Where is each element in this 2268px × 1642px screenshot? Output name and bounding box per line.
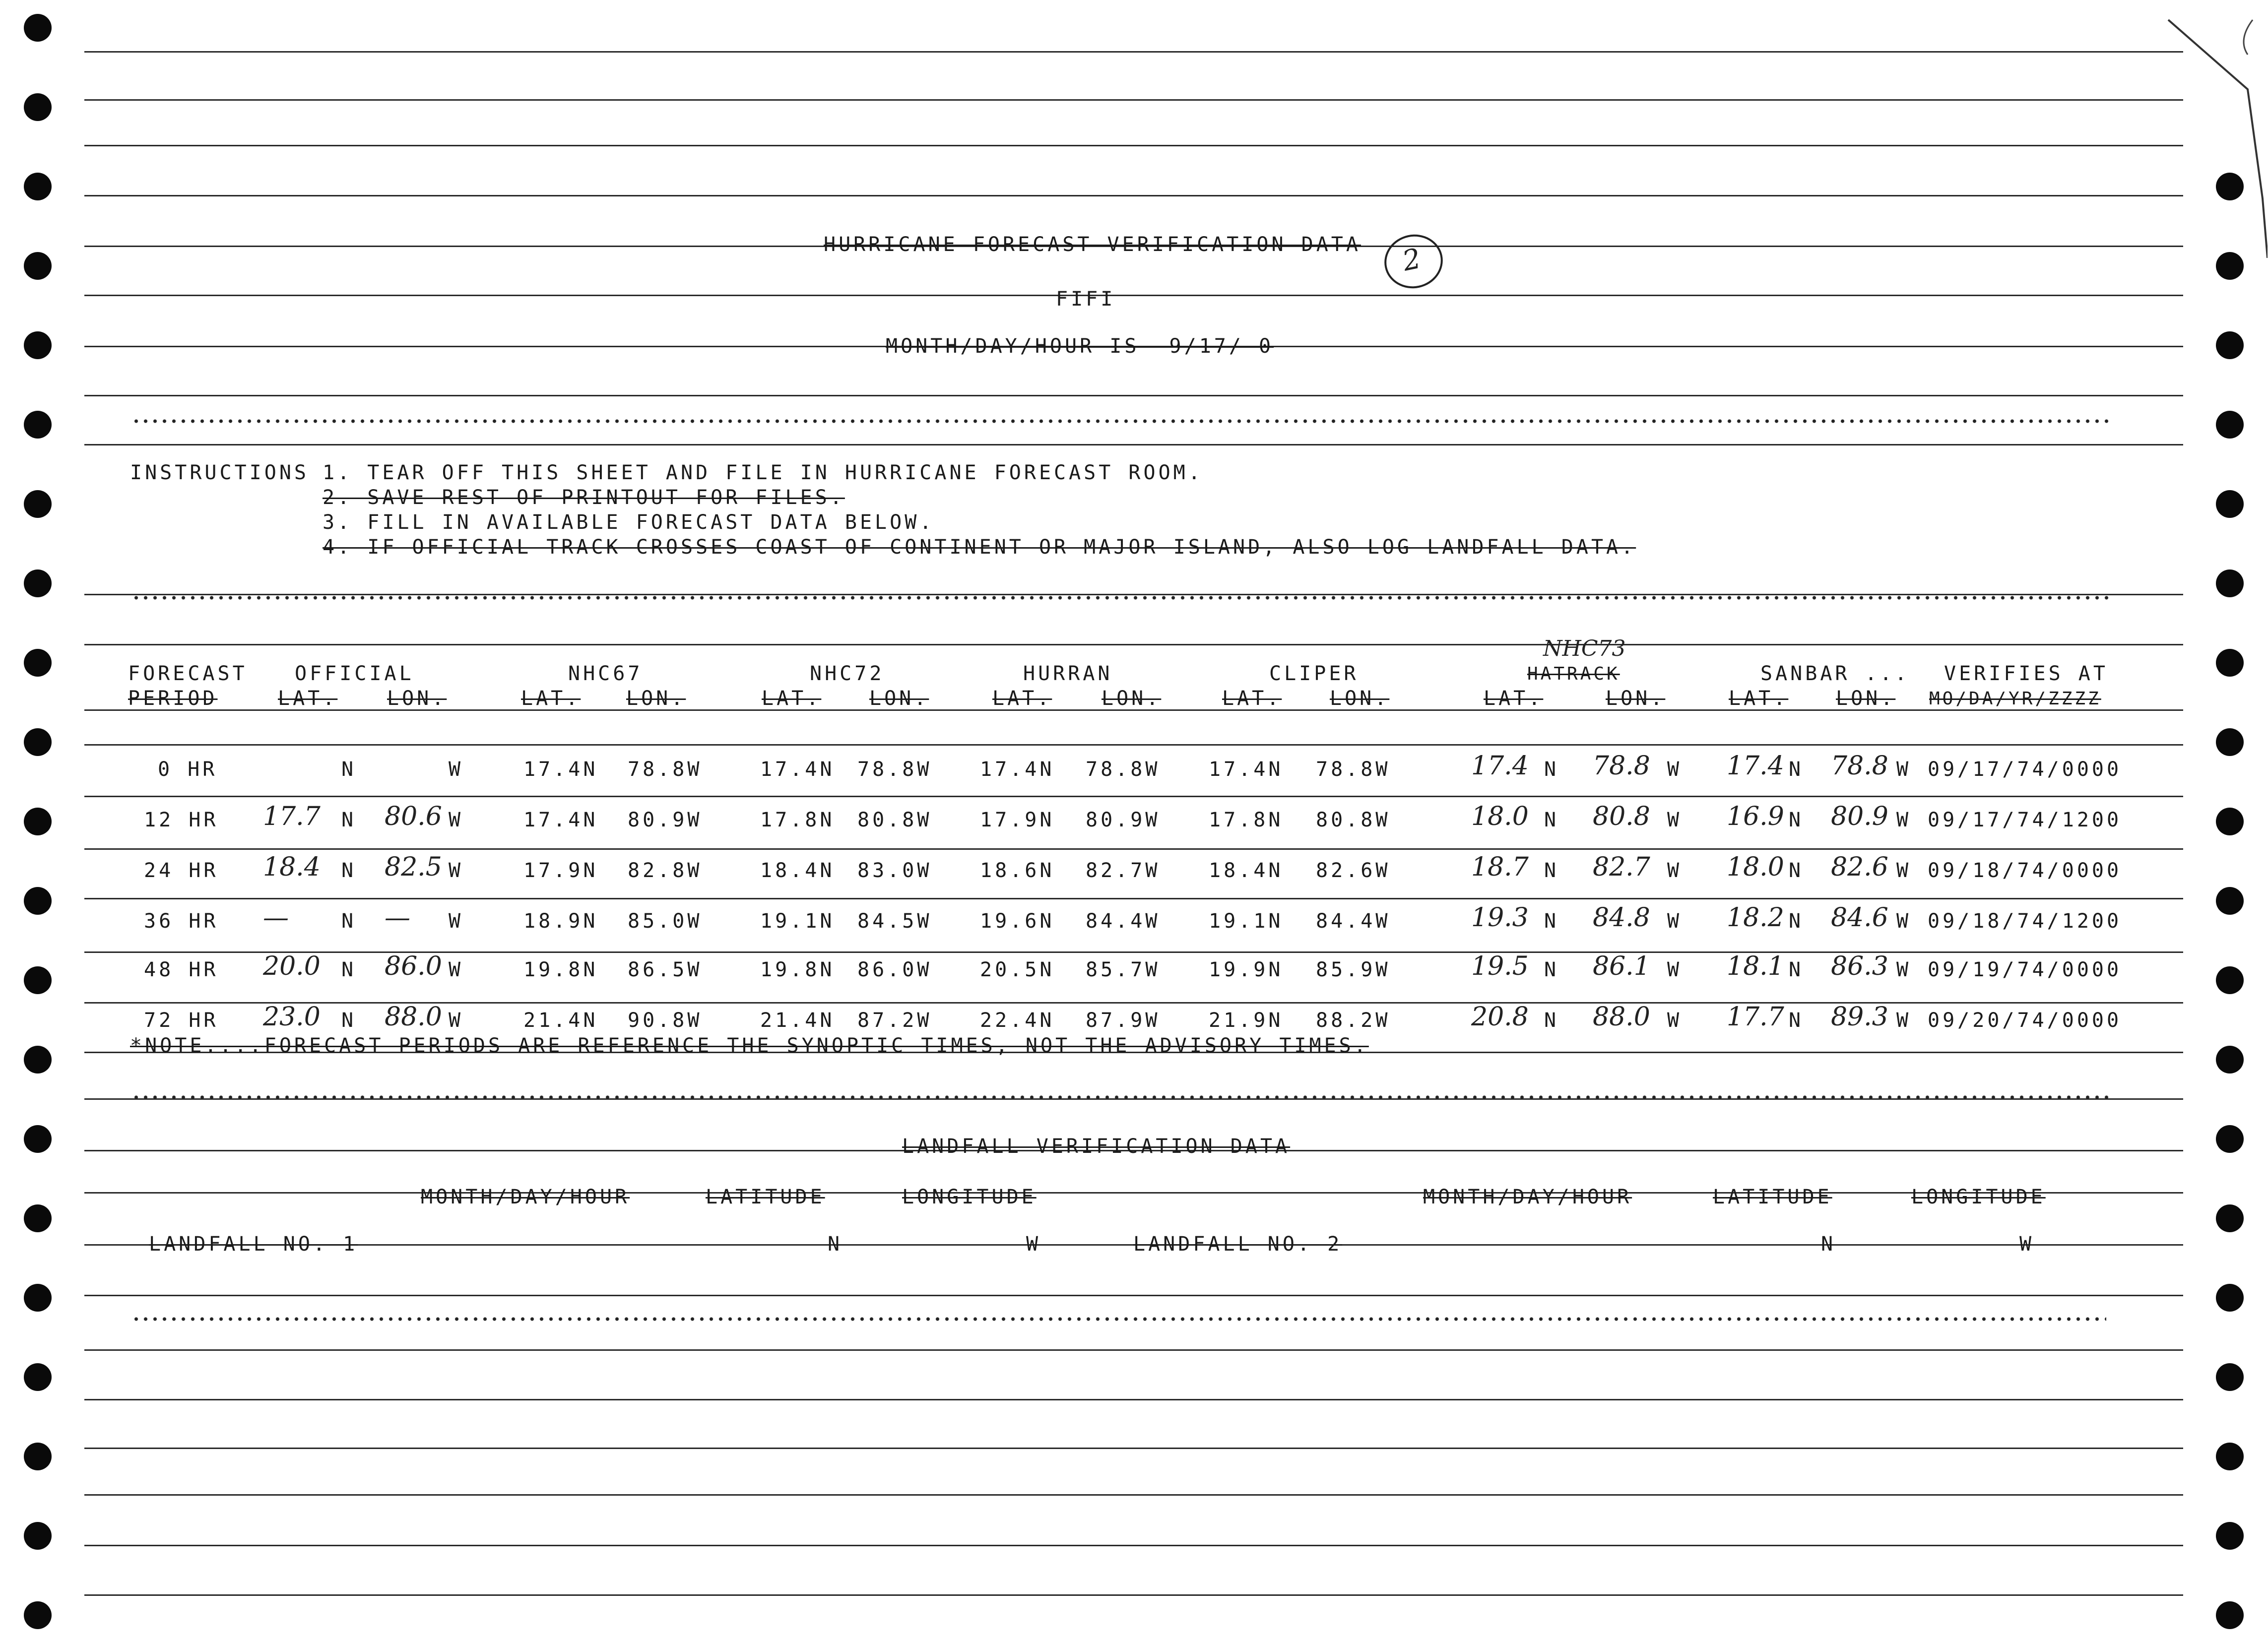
col-nhc73-lat: LAT. [1484,687,1544,710]
landfall-col-lon-1: LONGITUDE [902,1186,1037,1208]
cell-verifies: 09/18/74/1200 [1928,910,2122,933]
col-sanbar: SANBAR ... [1760,662,1910,685]
cell-san-lat: 17.4 [1727,751,1784,781]
tractor-hole [24,1046,52,1074]
cell-cli-lon: 78.8W [1316,758,1391,781]
col-nhc72-lat: LAT. [762,687,822,710]
col-nhc73: NHC73 [1543,636,1626,661]
ruled-line [84,1399,2183,1400]
cell-san-lat: 18.2 [1727,903,1784,933]
cell-n67-lat: 17.9N [523,859,598,882]
cell-cli-lon: 85.9W [1316,958,1391,981]
cell-cli-lat: 18.4N [1209,859,1284,882]
cell-n73-lon: 82.7 [1593,852,1650,882]
instruction-1: 1. TEAR OFF THIS SHEET AND FILE IN HURRICANE FORECAST ROOM. [323,461,1203,484]
col-nhc72: NHC72 [810,662,885,685]
cell-n72-lat: 17.4N [760,758,835,781]
west-suffix: W [1896,1009,1912,1032]
col-period: PERIOD [128,687,218,710]
col-hatrack: HATRACK [1527,664,1620,684]
north-suffix: N [1544,1009,1559,1032]
ruled-line [84,644,2183,645]
cell-cli-lon: 82.6W [1316,859,1391,882]
west-suffix: W [449,859,464,882]
cell-san-lat: 18.1 [1727,951,1784,981]
col-official: OFFICIAL [295,662,414,685]
cell-san-lat: 18.0 [1727,852,1784,882]
tractor-hole [2216,1522,2244,1550]
north-suffix: N [341,859,357,882]
tractor-hole [2216,1046,2244,1074]
col-nhc72-lon: LON. [869,687,929,710]
col-verify-format: MO/DA/YR/ZZZZ [1929,689,2101,709]
tractor-hole [24,14,52,42]
cell-period: 72 HR [144,1009,219,1032]
tractor-hole [24,1204,52,1232]
landfall-col-mdh-2: MONTH/DAY/HOUR [1423,1186,1632,1208]
north-suffix: N [1789,809,1804,831]
tractor-hole [24,966,52,994]
tractor-hole [24,1125,52,1153]
cell-n73-lon: 86.1 [1593,951,1650,981]
cell-cli-lat: 19.9N [1209,958,1284,981]
tractor-hole [2216,490,2244,518]
star-separator [131,418,2111,425]
star-separator [131,1316,2106,1323]
cell-hur-lon: 87.9W [1086,1009,1161,1032]
landfall-title: LANDFALL VERIFICATION DATA [902,1135,1291,1158]
cell-n67-lon: 80.9W [628,809,703,831]
cell-verifies: 09/17/74/0000 [1928,758,2122,781]
cell-san-lon: 78.8 [1831,751,1888,781]
tractor-hole [2216,649,2244,677]
cell-san-lon: 86.3 [1831,951,1888,981]
ruled-line [84,195,2183,196]
ruled-line [84,99,2183,101]
tractor-hole [2216,966,2244,994]
col-nhc73-lon: LON. [1606,687,1666,710]
west-suffix: W [1667,1009,1683,1032]
tractor-hole [2216,1363,2244,1391]
cell-n73-lon: 84.8 [1593,903,1650,933]
cell-n72-lon: 86.0W [857,958,932,981]
west-suffix: W [1667,859,1683,882]
west-suffix: W [1896,958,1912,981]
tractor-hole [24,887,52,915]
star-separator [131,1094,2111,1101]
cell-hur-lon: 84.4W [1086,910,1161,933]
tractor-hole [24,93,52,121]
note-line: *NOTE....FORECAST PERIODS ARE REFERENCE THE SYNOPTIC TIMES, NOT THE ADVISORY TIMES. [130,1034,1369,1057]
landfall-2-n: N [1821,1233,1836,1256]
cell-n67-lat: 19.8N [523,958,598,981]
tractor-hole [24,1443,52,1470]
north-suffix: N [1789,758,1804,781]
tractor-hole [24,331,52,359]
cell-n67-lon: 78.8W [628,758,703,781]
col-nhc67: NHC67 [568,662,643,685]
cell-verifies: 09/19/74/0000 [1928,958,2122,981]
instructions-label: INSTRUCTIONS [130,461,309,484]
cell-off-lon: 86.0 [385,951,442,981]
tractor-hole [24,1284,52,1312]
ruled-line [84,1545,2183,1546]
cell-n72-lon: 83.0W [857,859,932,882]
tractor-hole [2216,1443,2244,1470]
cell-verifies: 09/17/74/1200 [1928,809,2122,831]
cell-san-lon: 82.6 [1831,852,1888,882]
landfall-col-lat-1: LATITUDE [706,1186,825,1208]
ruled-line [84,1494,2183,1496]
tractor-hole [24,1522,52,1550]
cell-n72-lat: 17.8N [760,809,835,831]
ruled-line [84,1448,2183,1449]
instruction-3: 3. FILL IN AVAILABLE FORECAST DATA BELOW. [323,511,935,534]
cell-verifies: 09/20/74/0000 [1928,1009,2122,1032]
cell-n67-lat: 17.4N [523,758,598,781]
west-suffix: W [1896,910,1912,933]
cell-hur-lon: 82.7W [1086,859,1161,882]
north-suffix: N [1544,809,1559,831]
col-hurran: HURRAN [1023,662,1113,685]
ruled-line [84,898,2183,899]
landfall-col-lat-2: LATITUDE [1713,1186,1832,1208]
landfall-1-n: N [828,1233,843,1256]
cell-period: 48 HR [144,958,219,981]
cell-n72-lat: 18.4N [760,859,835,882]
ruled-line [84,444,2183,445]
landfall-2-w: W [2019,1233,2035,1256]
cell-period: 24 HR [144,859,219,882]
west-suffix: W [1667,758,1683,781]
cell-off-lat: 20.0 [263,951,321,981]
col-cliper-lon: LON. [1330,687,1390,710]
tractor-hole [2216,1284,2244,1312]
circled-number [1379,229,1448,294]
cell-cli-lon: 80.8W [1316,809,1391,831]
storm-name: FIFI [1056,288,1116,311]
cell-n67-lon: 90.8W [628,1009,703,1032]
west-suffix: W [1667,910,1683,933]
ruled-line [84,1295,2183,1296]
instruction-2: 2. SAVE REST OF PRINTOUT FOR FILES. [323,486,845,509]
col-cliper: CLIPER [1269,662,1359,685]
ruled-line [84,848,2183,850]
west-suffix: W [449,958,464,981]
cell-cli-lon: 84.4W [1316,910,1391,933]
ruled-line [84,744,2183,746]
cell-hur-lon: 85.7W [1086,958,1161,981]
cell-n67-lat: 18.9N [523,910,598,933]
landfall-1-w: W [1026,1233,1041,1256]
north-suffix: N [1544,859,1559,882]
cell-off-lon: 82.5 [385,852,442,882]
cell-cli-lat: 17.4N [1209,758,1284,781]
north-suffix: N [341,1009,357,1032]
star-separator [131,594,2111,601]
west-suffix: W [449,809,464,831]
west-suffix: W [1896,758,1912,781]
ruled-line [84,395,2183,396]
cell-hur-lat: 17.4N [980,758,1055,781]
landfall-col-mdh-1: MONTH/DAY/HOUR [421,1186,630,1208]
col-sanbar-lon: LON. [1836,687,1896,710]
landfall-1-label: LANDFALL NO. 1 [149,1233,358,1256]
col-nhc67-lat: LAT. [521,687,581,710]
col-nhc67-lon: LON. [626,687,686,710]
datetime-line: MONTH/DAY/HOUR IS 9/17/ 0 [886,335,1274,358]
circled-number-text: 2 [1399,242,1424,278]
west-suffix: W [449,910,464,933]
cell-period: 36 HR [144,910,219,933]
cell-cli-lat: 19.1N [1209,910,1284,933]
tractor-hole [24,649,52,677]
cell-n73-lon: 88.0 [1593,1002,1650,1032]
north-suffix: N [341,910,357,933]
cell-off-lat: 18.4 [263,852,321,882]
north-suffix: N [341,809,357,831]
cell-hur-lat: 18.6N [980,859,1055,882]
cell-n72-lat: 19.1N [760,910,835,933]
tractor-hole [2216,1601,2244,1629]
col-official-lon: LON. [387,687,447,710]
cell-san-lon: 84.6 [1831,903,1888,933]
cell-n72-lon: 87.2W [857,1009,932,1032]
west-suffix: W [1667,809,1683,831]
tractor-hole [2216,808,2244,835]
ruled-line [84,145,2183,146]
col-forecast: FORECAST [128,662,248,685]
col-official-lat: LAT. [278,687,338,710]
north-suffix: N [1789,910,1804,933]
cell-n67-lat: 21.4N [523,1009,598,1032]
torn-corner-mark [2148,0,2268,258]
west-suffix: W [449,758,464,781]
tractor-hole [24,1363,52,1391]
tractor-hole [24,173,52,200]
instruction-4: 4. IF OFFICIAL TRACK CROSSES COAST OF CONTINENT OR MAJOR ISLAND, ALSO LOG LANDFALL DATA. [323,536,1636,559]
col-verifies: VERIFIES AT [1944,662,2108,685]
cell-n72-lon: 78.8W [857,758,932,781]
cell-n73-lat: 18.0 [1471,802,1529,831]
north-suffix: N [1789,1009,1804,1032]
cell-verifies: 09/18/74/0000 [1928,859,2122,882]
landfall-2-label: LANDFALL NO. 2 [1133,1233,1343,1256]
tractor-hole [2216,331,2244,359]
tractor-hole [2216,1204,2244,1232]
cell-hur-lon: 80.9W [1086,809,1161,831]
north-suffix: N [341,958,357,981]
tractor-hole [24,252,52,280]
cell-n73-lat: 18.7 [1471,852,1529,882]
cell-n67-lat: 17.4N [523,809,598,831]
tractor-hole [2216,411,2244,439]
cell-n72-lon: 84.5W [857,910,932,933]
west-suffix: W [1896,859,1912,882]
west-suffix: W [449,1009,464,1032]
cell-san-lon: 89.3 [1831,1002,1888,1032]
tractor-hole [2216,1125,2244,1153]
cell-n67-lon: 85.0W [628,910,703,933]
ruled-line [84,796,2183,797]
cell-hur-lat: 22.4N [980,1009,1055,1032]
cell-n73-lat: 20.8 [1471,1002,1529,1032]
cell-n73-lat: 19.3 [1471,903,1529,933]
north-suffix: N [1789,859,1804,882]
cell-off-lon: — [385,903,410,933]
cell-san-lat: 16.9 [1727,802,1784,831]
tractor-hole [24,569,52,597]
cell-n72-lat: 21.4N [760,1009,835,1032]
cell-n72-lon: 80.8W [857,809,932,831]
col-hurran-lon: LON. [1102,687,1162,710]
cell-san-lon: 80.9 [1831,802,1888,831]
cell-period: 0 HR [158,758,218,781]
north-suffix: N [1544,758,1559,781]
cell-san-lat: 17.7 [1727,1002,1784,1032]
ruled-line [84,1349,2183,1351]
tractor-hole [2216,728,2244,756]
ruled-line [84,295,2183,296]
cell-hur-lat: 20.5N [980,958,1055,981]
cell-n73-lat: 17.4 [1471,751,1529,781]
west-suffix: W [1896,809,1912,831]
cell-period: 12 HR [144,809,219,831]
cell-off-lat: 17.7 [263,802,321,831]
cell-cli-lat: 17.8N [1209,809,1284,831]
cell-n73-lon: 80.8 [1593,802,1650,831]
cell-n73-lon: 78.8 [1593,751,1650,781]
cell-off-lat: 23.0 [263,1002,321,1032]
cell-cli-lat: 21.9N [1209,1009,1284,1032]
tractor-hole [2216,569,2244,597]
col-cliper-lat: LAT. [1222,687,1282,710]
cell-off-lat: — [263,903,289,933]
col-hurran-lat: LAT. [992,687,1052,710]
cell-hur-lat: 19.6N [980,910,1055,933]
landfall-col-lon-2: LONGITUDE [1911,1186,2046,1208]
west-suffix: W [1667,958,1683,981]
north-suffix: N [341,758,357,781]
north-suffix: N [1544,910,1559,933]
page-title: HURRICANE FORECAST VERIFICATION DATA [824,233,1361,256]
ruled-line [84,51,2183,53]
cell-n72-lat: 19.8N [760,958,835,981]
cell-hur-lon: 78.8W [1086,758,1161,781]
col-sanbar-lat: LAT. [1729,687,1789,710]
tractor-hole [2216,887,2244,915]
cell-n67-lon: 82.8W [628,859,703,882]
cell-off-lon: 80.6 [385,802,442,831]
north-suffix: N [1789,958,1804,981]
tractor-hole [24,490,52,518]
cell-n67-lon: 86.5W [628,958,703,981]
cell-hur-lat: 17.9N [980,809,1055,831]
cell-cli-lon: 88.2W [1316,1009,1391,1032]
ruled-line [84,1594,2183,1596]
north-suffix: N [1544,958,1559,981]
tractor-hole [24,1601,52,1629]
tractor-hole [24,728,52,756]
cell-n73-lat: 19.5 [1471,951,1529,981]
tractor-hole [24,808,52,835]
ruled-line [84,1192,2183,1194]
tractor-hole [24,411,52,439]
cell-off-lon: 88.0 [385,1002,442,1032]
